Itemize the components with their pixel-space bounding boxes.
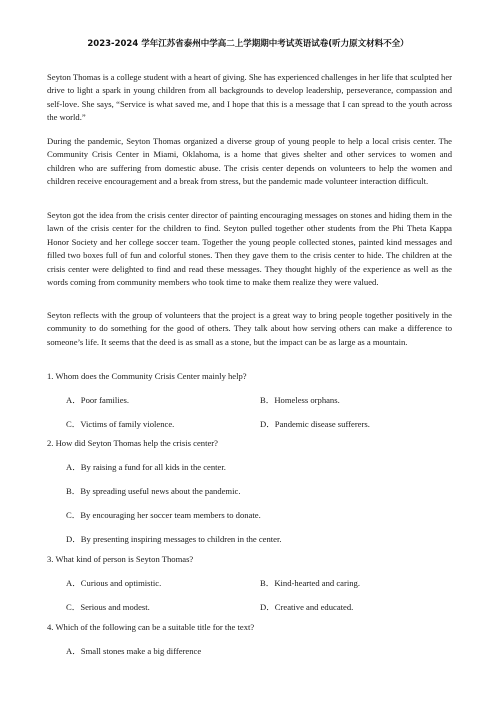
question-3-option-d: D．Creative and educated.: [260, 602, 354, 612]
question-4-stem: 4. Which of the following can be a suitable title for the text?: [47, 622, 255, 632]
question-2-option-d: D．By presenting inspiring messages to children in the center.: [66, 534, 282, 544]
question-2-stem: 2. How did Seyton Thomas help the crisis center?: [47, 438, 218, 448]
question-3-option-a: A．Curious and optimistic.: [66, 578, 162, 588]
question-3-option-b: B．Kind-hearted and caring.: [260, 578, 360, 588]
passage-paragraph-1: Seyton Thomas is a college student with a heart of giving. She has experienced challenges in her life that sculpted her drive to light a spark in young children from all backgrounds to develop leadership, perseverance, compassion and self-love. She says, “Service is what saved me, and I hope that this is a message that I can spread to the youth across the world.”: [47, 72, 452, 123]
question-4-option-a: A．Small stones make a big difference: [66, 646, 202, 656]
passage-paragraph-3: Seyton got the idea from the crisis center director of painting encouraging messages on stones and hiding them in the lawn of the crisis center for the children to find. Seyton pulled together other students from the Phi Theta Kappa Honor Society and her college soccer team. Together the young people collected stones, painted kind messages and filled two boxes full of fun and colorful stones. Then they gave them to the crisis center to hide. The children at the crisis center were delighted to find and read these messages. They thought highly of the experience as well as the words coming from community members who took time to make them realize they were valued.: [47, 210, 452, 288]
question-1-option-b: B．Homeless orphans.: [260, 395, 340, 405]
question-3-option-c: C．Serious and modest.: [66, 602, 150, 612]
question-2-option-b: B．By spreading useful news about the pandemic.: [66, 486, 241, 496]
question-1-option-a: A．Poor families.: [66, 395, 130, 405]
question-1-option-c: C．Victims of family violence.: [66, 419, 175, 429]
question-3-stem: 3. What kind of person is Seyton Thomas?: [47, 554, 194, 564]
passage-paragraph-4: Seyton reflects with the group of volunteers that the project is a great way to bring people together positively in the community to do something for the good of others. They talk about how serving others can make a difference to someone’s life. It seems that the deed is as small as a stone, but the impact can be as large as a mountain.: [47, 310, 452, 347]
document-title: 2023-2024 学年江苏省泰州中学高二上学期期中考试英语试卷(听力原文材料不全）: [87, 39, 409, 49]
question-1-option-d: D．Pandemic disease sufferers.: [260, 419, 370, 429]
passage-paragraph-2: During the pandemic, Seyton Thomas organized a diverse group of young people to help a local crisis center. The Community Crisis Center in Miami, Oklahoma, is a home that gives shelter and other services to women and children who are suffering from domestic abuse. The crisis center depends on volunteers to help the women and children receive encouragement and a break from stress, but the pandemic made volunteer interaction difficult.: [47, 136, 452, 187]
question-2-option-a: A．By raising a fund for all kids in the center.: [66, 462, 226, 472]
question-2-option-c: C．By encouraging her soccer team members to donate.: [66, 510, 261, 520]
question-1-stem: 1. Whom does the Community Crisis Center mainly help?: [47, 371, 247, 381]
